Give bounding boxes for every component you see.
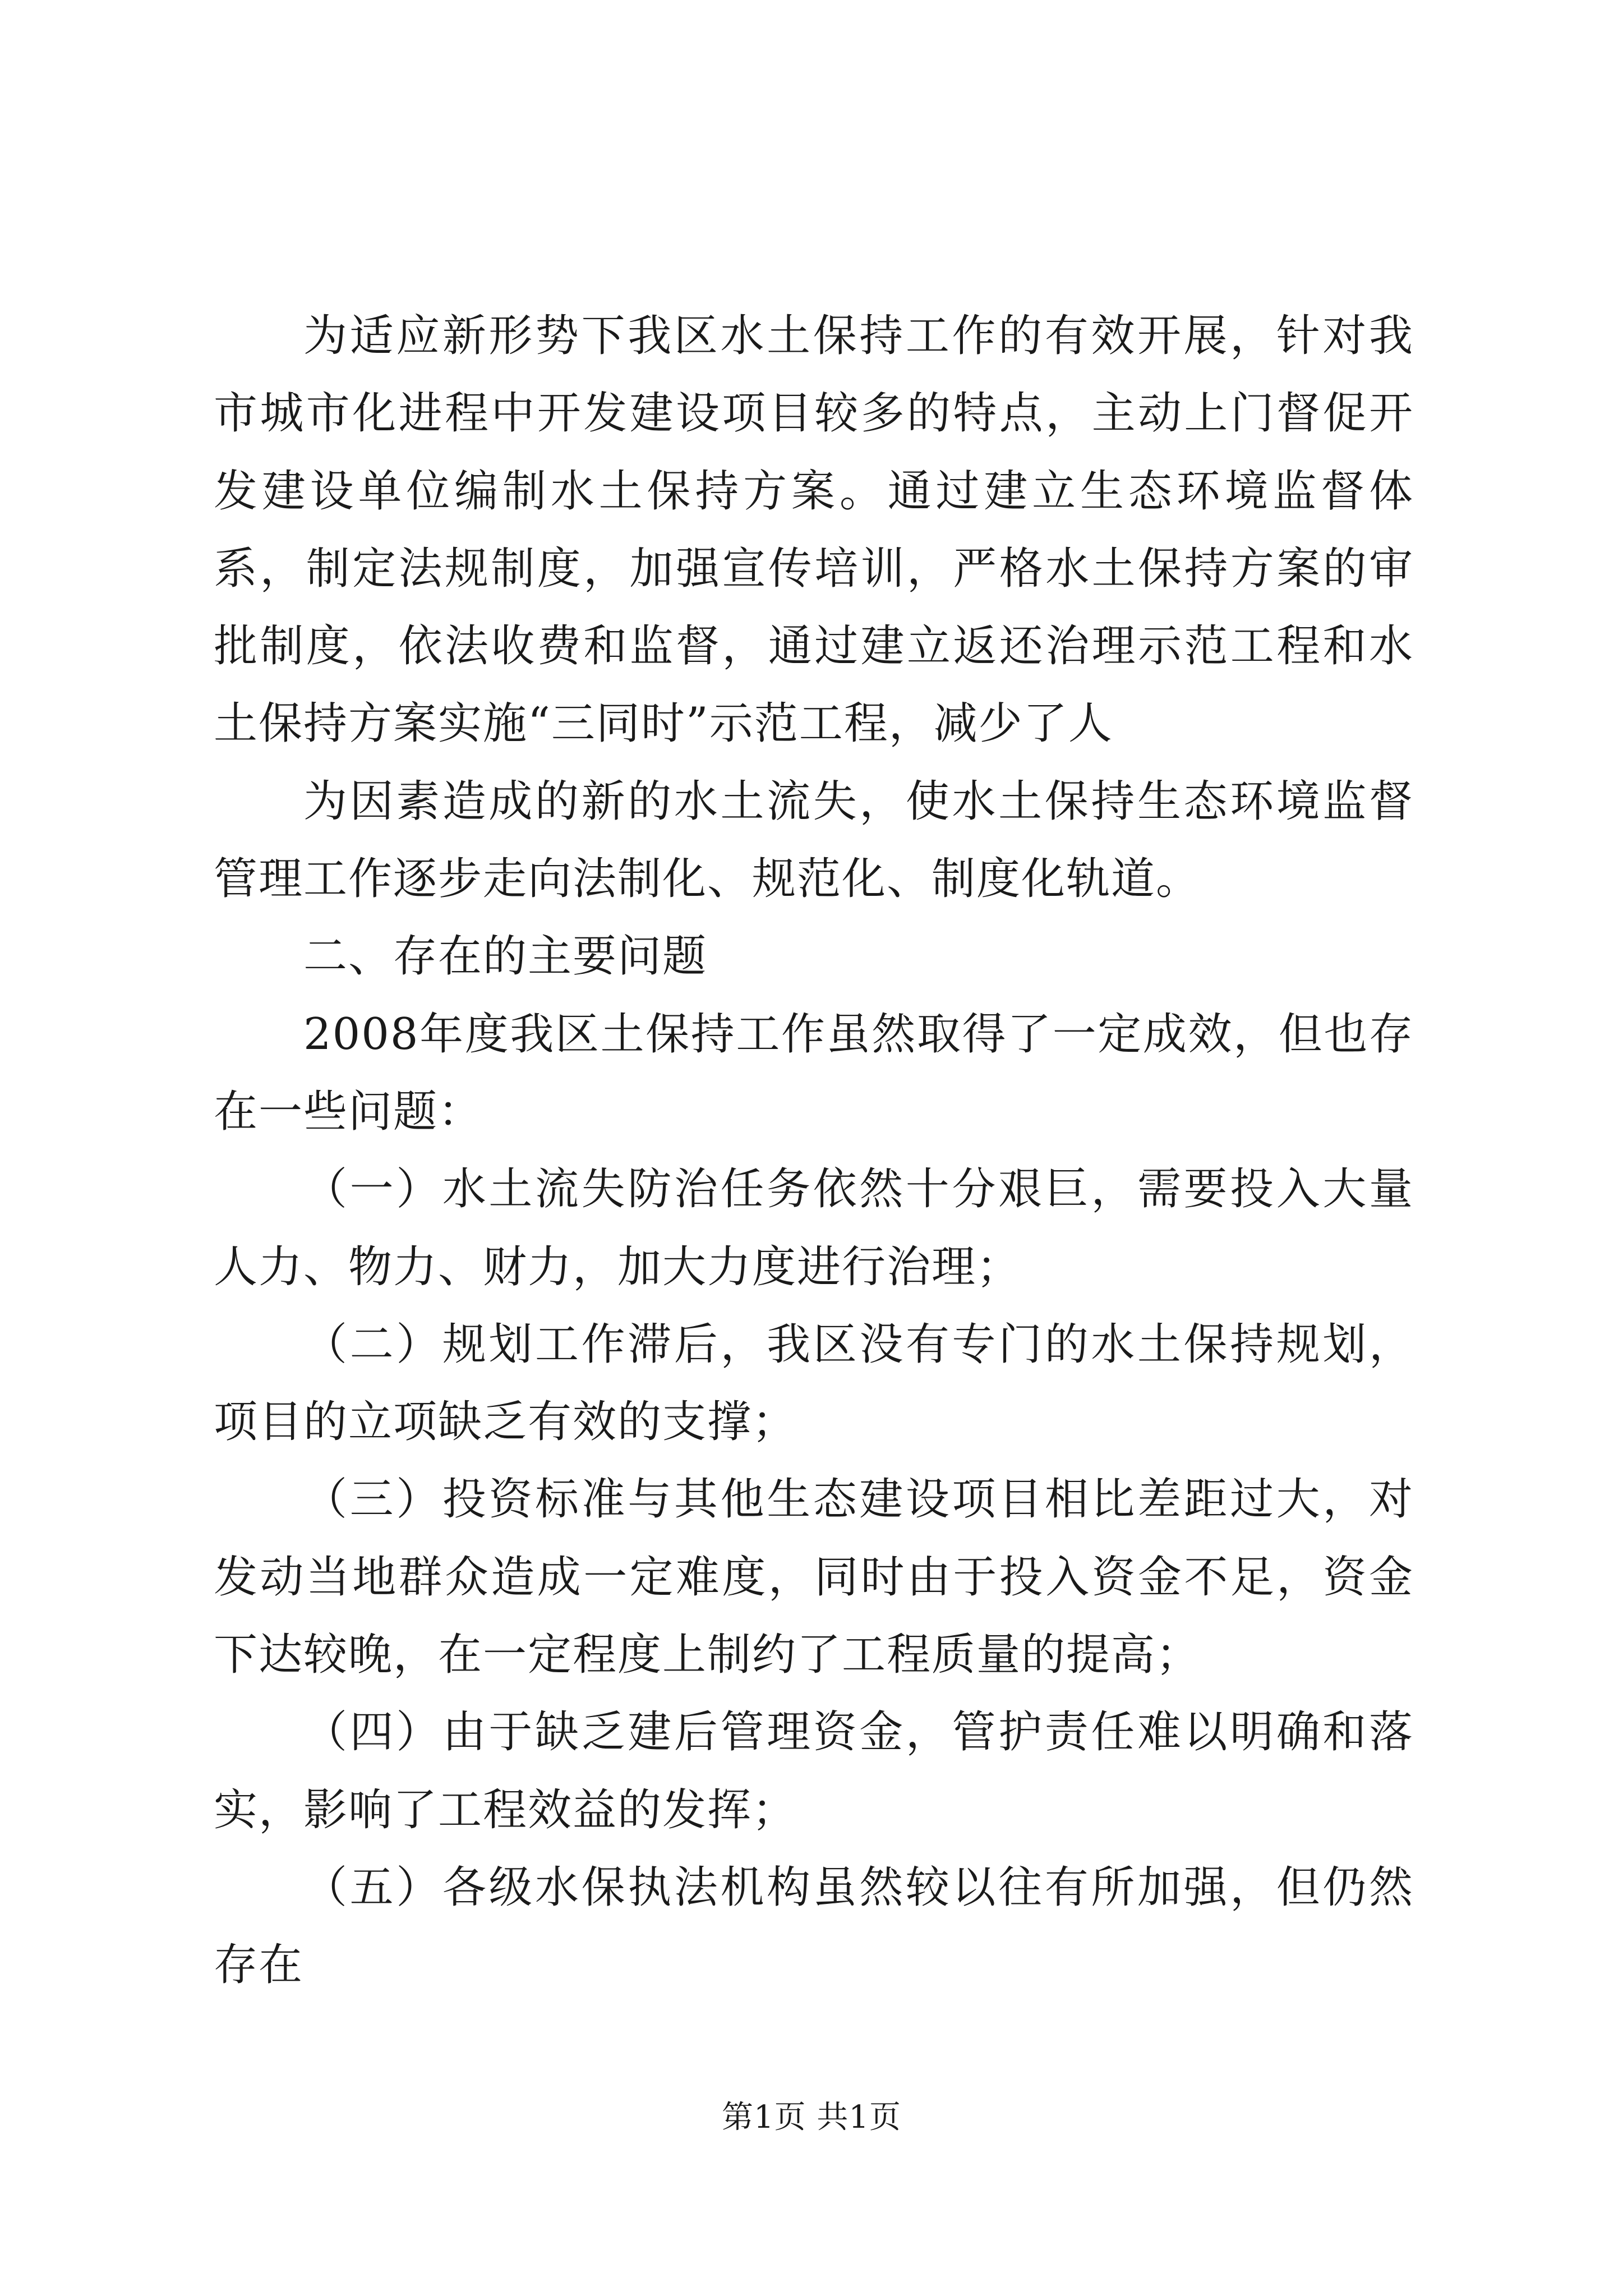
paragraph-3: 2008年度我区土保持工作虽然取得了一定成效，但也存在一些问题： <box>214 1009 1414 1137</box>
paragraph-1: 为适应新形势下我区水土保持工作的有效开展，针对我市城市化进程中开发建设项目较多的特点，主动上门督促开发建设单位编制水土保持方案。通过建立生态环境监督体系，制定法规制度，加强宣传培训，严格水土保持方案的审批制度，依法收费和监督，通过建立返还治理示范工程和水土保持方案实施“三同时”示范工程，减少了人 <box>214 311 1414 749</box>
issue-item-3: （三）投资标准与其他生态建设项目相比差距过大，对发动当地群众造成一定难度，同时由于投入资金不足，资金下达较晚，在一定程度上制约了工程质量的提高； <box>214 1474 1414 1681</box>
document-body <box>214 297 1414 2004</box>
issue-item-4: （四）由于缺乏建后管理资金，管护责任难以明确和落实，影响了工程效益的发挥； <box>214 1707 1414 1835</box>
paragraph-2: 为因素造成的新的水土流失，使水土保持生态环境监督管理工作逐步走向法制化、规范化、制度化轨道。 <box>214 776 1414 905</box>
issue-item-5: （五）各级水保执法机构虽然较以往有所加强，但仍然存在 <box>214 1862 1414 1991</box>
section-heading: 二、存在的主要问题 <box>303 931 708 982</box>
issue-item-2: （二）规划工作滞后，我区没有专门的水土保持规划，项目的立项缺乏有效的支撑； <box>214 1319 1414 1448</box>
issue-item-1: （一）水土流失防治任务依然十分艰巨，需要投入大量人力、物力、财力，加大力度进行治理； <box>214 1164 1414 1292</box>
page-footer: 第1页 共1页 <box>721 2099 902 2136</box>
